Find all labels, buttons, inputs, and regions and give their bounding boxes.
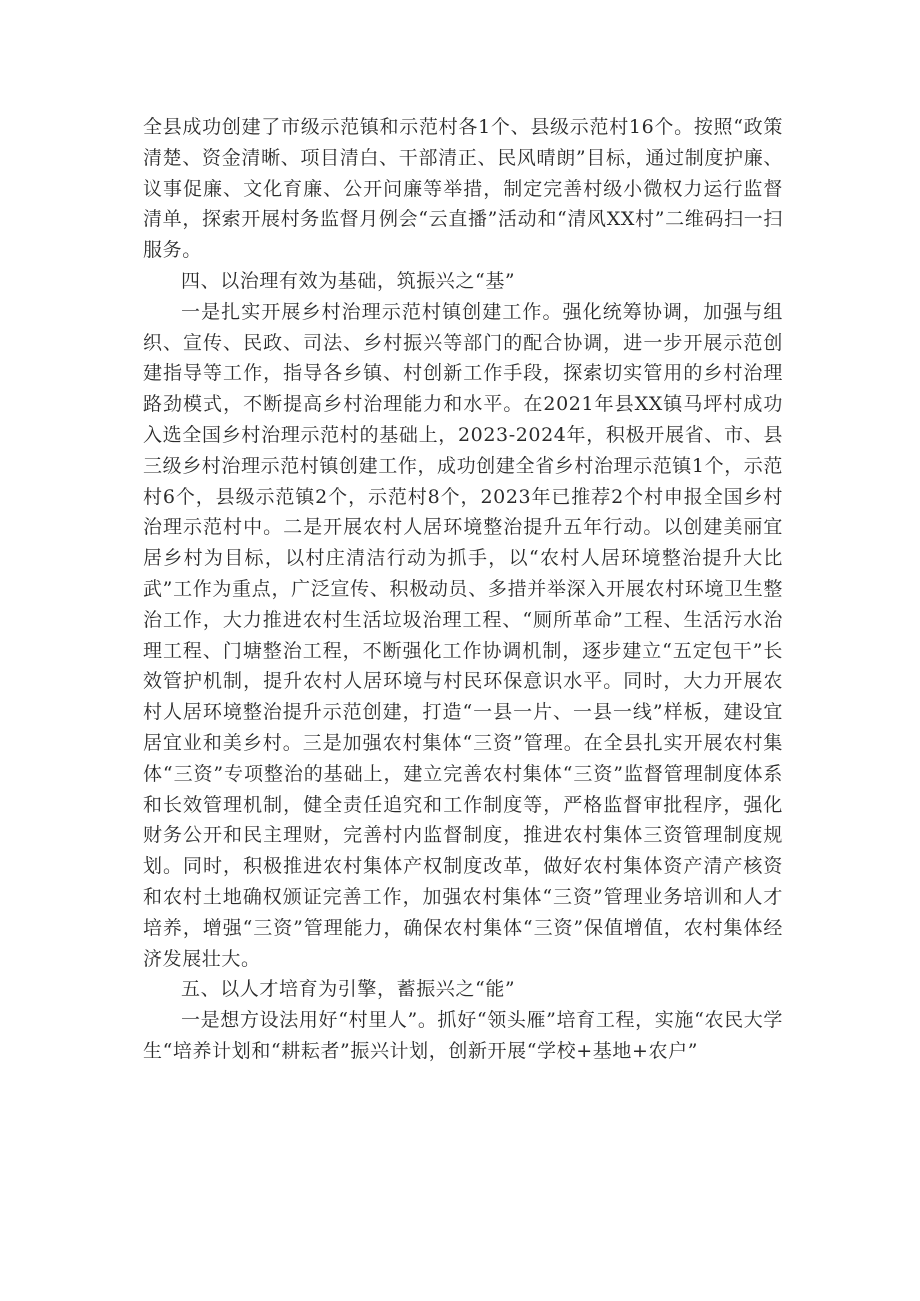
paragraph-continued: 全县成功创建了市级示范镇和示范村各1个、县级示范村16个。按照“政策清楚、资金清晰、项目清白、干部清正、民风晴朗”目标，通过制度护廉、议事促廉、文化育廉、公开问廉等举措，制定完善村级小微权力运行监督清单，探索开展村务监督月例会“云直播”活动和“清风XX村”二维码扫一扫服务。 [143,116,783,262]
document-page [143,112,783,1067]
paragraph-governance-body: 一是扎实开展乡村治理示范村镇创建工作。强化统筹协调，加强与组织、宣传、民政、司法、乡村振兴等部门的配合协调，进一步开展示范创建指导等工作，指导各乡镇、村创新工作手段，探索切实管用的乡村治理路劲模式，不断提高乡村治理能力和水平。在2021年县XX镇马坪村成功入选全国乡村治理示范村的基础上，2023-2024年，积极开展省、市、县三级乡村治理示范村镇创建工作，成功创建全省乡村治理示范镇1个，示范村6个，县级示范镇2个，示范村8个，2023年已推荐2个村申报全国乡村治理示范村中。二是开展农村人居环境整治提升五年行动。以创建美丽宜居乡村为目标，以村庄清洁行动为抓手，以“农村人居环境整治提升大比武”工作为重点，广泛宣传、积极动员、多措并举深入开展农村环境卫生整治工作，大力推进农村生活垃圾治理工程、“厕所革命”工程、生活污水治理工程、门塘整治工程，不断强化工作协调机制，逐步建立“五定包干”长效管护机制，提升农村人居环境与村民环保意识水平。同时，大力开展农村人居环境整治提升示范创建，打造“一县一片、一县一线”样板，建设宜居宜业和美乡村。三是加强农村集体“三资”管理。在全县扎实开展农村集体“三资”专项整治的基础上，建立完善农村集体“三资”监督管理制度体系和长效管理机制，健全责任追究和工作制度等，严格监督审批程序，强化财务公开和民主理财，完善村内监督制度，推进农村集体三资管理制度规划。同时，积极推进农村集体产权制度改革，做好农村集体资产清产核资和农村土地确权颁证完善工作，加强农村集体“三资”管理业务培训和人才培养，增强“三资”管理能力，确保农村集体“三资”保值增值，农村集体经济发展壮大。 [143,300,783,970]
section-heading-governance: 四、以治理有效为基础，筑振兴之“基” [181,269,516,292]
paragraph-talent-body: 一是想方设法用好“村里人”。抓好“领头雁”培育工程，实施“农民大学生“培养计划和“耕耘者”振兴计划，创新开展“学校+基地+农户” [143,1009,783,1062]
section-heading-talent: 五、以人才培育为引擎，蓄振兴之“能” [181,978,516,1001]
